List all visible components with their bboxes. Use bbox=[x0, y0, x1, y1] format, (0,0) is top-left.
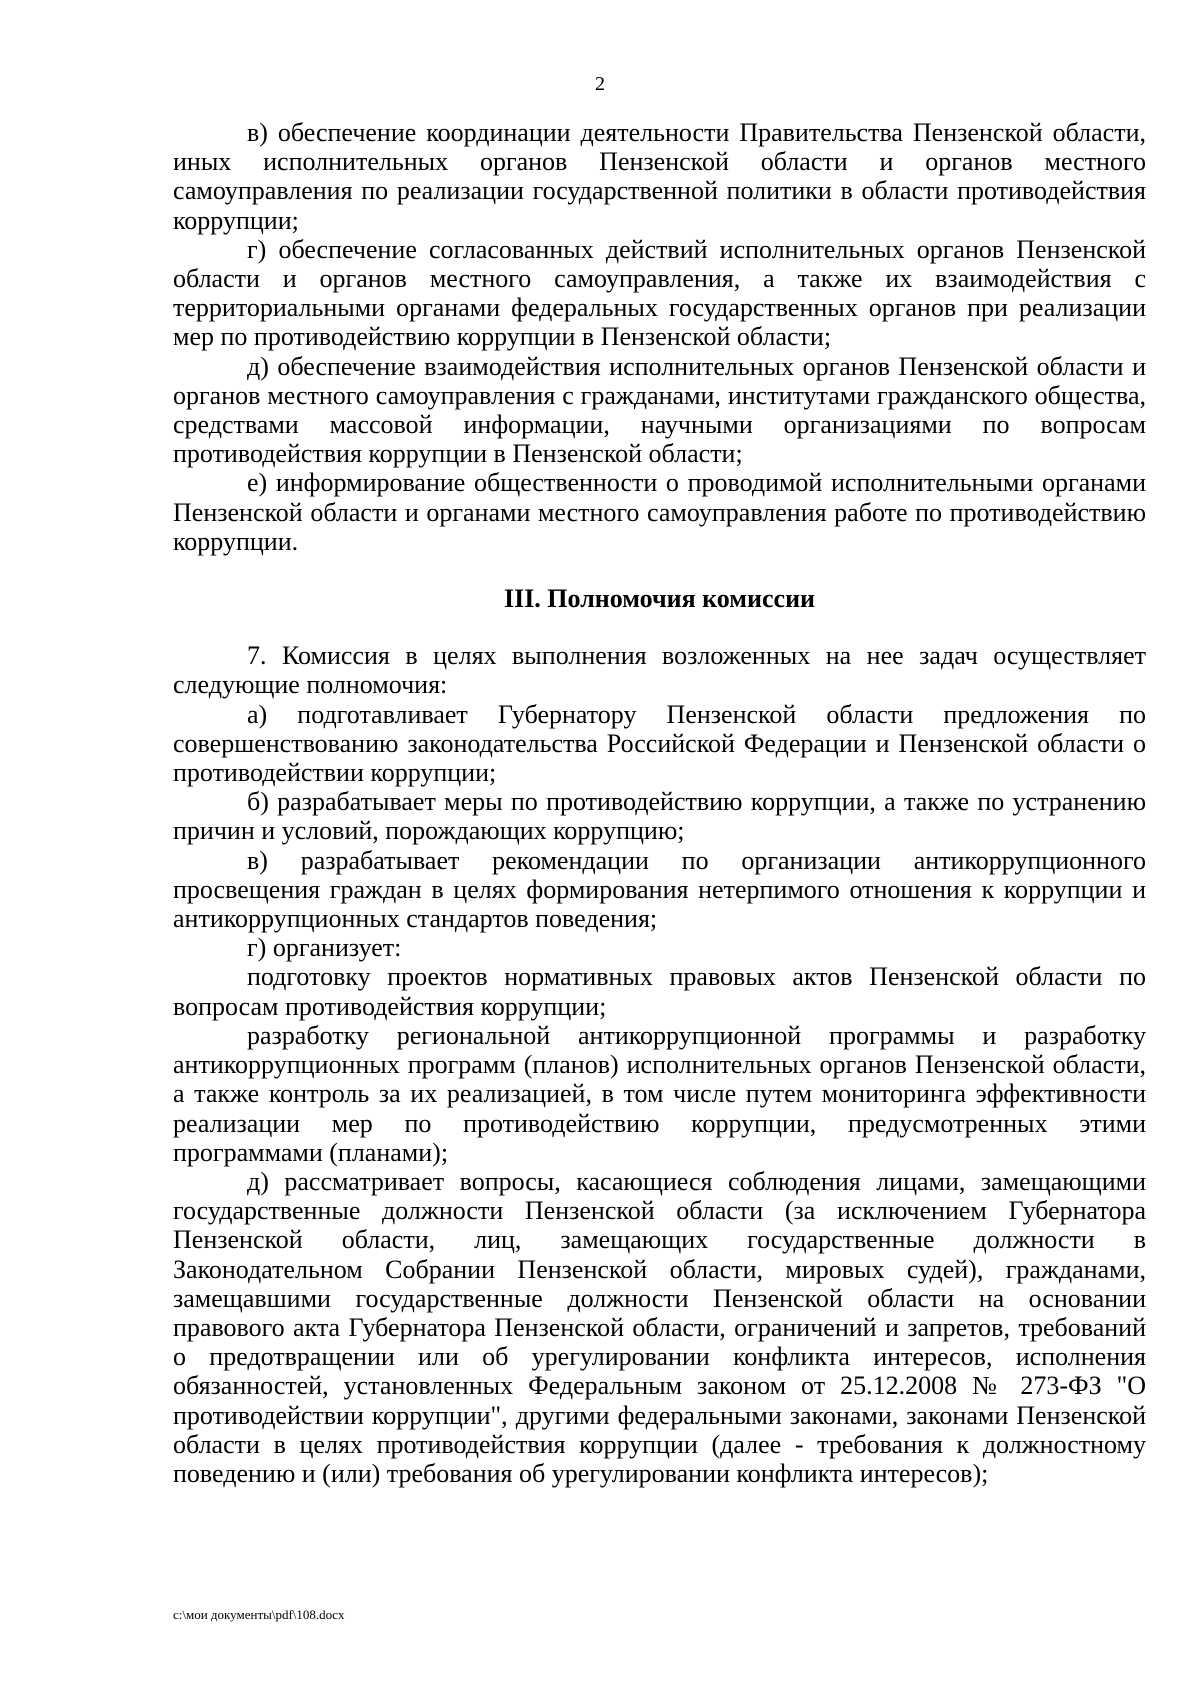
paragraph-b-measures: б) разрабатывает меры по противодействию коррупции, а также по устранению причин и условий, порождающих коррупцию; bbox=[173, 787, 1146, 846]
paragraph-7-intro: 7. Комиссия в целях выполнения возложенных на нее задач осуществляет следующие полномочия: bbox=[173, 641, 1146, 700]
paragraph-d-interaction: д) обеспечение взаимодействия исполнительных органов Пензенской области и органов местного самоуправления с гражданами, институтами гражданского общества, средствами массовой информации, научными организациями по вопросам противодействия коррупции в Пензенской области; bbox=[173, 351, 1146, 469]
section-title: III. Полномочия комиссии bbox=[503, 584, 816, 614]
paragraph-v-coordination: в) обеспечение координации деятельности Правительства Пензенской области, иных исполнительных органов Пензенской области и органов местного самоуправления по реализации государственной политики в области противодействия коррупции; bbox=[173, 118, 1146, 235]
paragraph-a-proposals: а) подготавливает Губернатору Пензенской области предложения по совершенствованию законодательства Российской Федерации и Пензенской области о противодействии коррупции; bbox=[173, 699, 1146, 788]
paragraph-g-drafts: подготовку проектов нормативных правовых актов Пензенской области по вопросам противодействия коррупции; bbox=[173, 962, 1146, 1021]
paragraph-g-organizes: г) организует: bbox=[247, 933, 402, 963]
paragraph-e-informing: е) информирование общественности о проводимой исполнительными органами Пензенской области и органами местного самоуправления работе по противодействию коррупции. bbox=[173, 468, 1146, 556]
page-number: 2 bbox=[595, 73, 605, 95]
document-body bbox=[173, 118, 1146, 1488]
footer-file-path: c:\мои документы\pdf\108.docx bbox=[173, 1607, 345, 1622]
paragraph-g-program: разработку региональной антикоррупционной программы и разработку антикоррупционных программ (планов) исполнительных органов Пензенской области, а также контроль за их реализацией, в том числе путем мониторинга эффективности реализации мер по противодействию коррупции, предусмотренных этими программами (планами); bbox=[173, 1020, 1146, 1167]
paragraph-g-coordinated-actions: г) обеспечение согласованных действий исполнительных органов Пензенской области и органов местного самоуправления, а также их взаимодействия с территориальными органами федеральных государственных органов при реализации мер по противодействию коррупции в Пензенской области; bbox=[173, 234, 1146, 352]
paragraph-v-recommendations: в) разрабатывает рекомендации по организации антикоррупционного просвещения граждан в целях формирования нетерпимого отношения к коррупции и антикоррупционных стандартов поведения; bbox=[173, 845, 1146, 934]
paragraph-d-compliance: д) рассматривает вопросы, касающиеся соблюдения лицами, замещающими государственные должности Пензенской области (за исключением Губернатора Пензенской области, лиц, замещающих государственные должности в Законодательном Собрании Пензенской области, мировых судей), гражданами, замещавшими государственные должности Пензенской области на основании правового акта Губернатора Пензенской области, ограничений и запретов, требований о предотвращении или об урегулировании конфликта интересов, исполнения обязанностей, установленных Федеральным законом от 25.12.2008 № 273-ФЗ "О противодействии коррупции", другими федеральными законами, законами Пензенской области в целях противодействия коррупции (далее - требования к должностному поведению и (или) требования об урегулировании конфликта интересов); bbox=[173, 1166, 1146, 1488]
